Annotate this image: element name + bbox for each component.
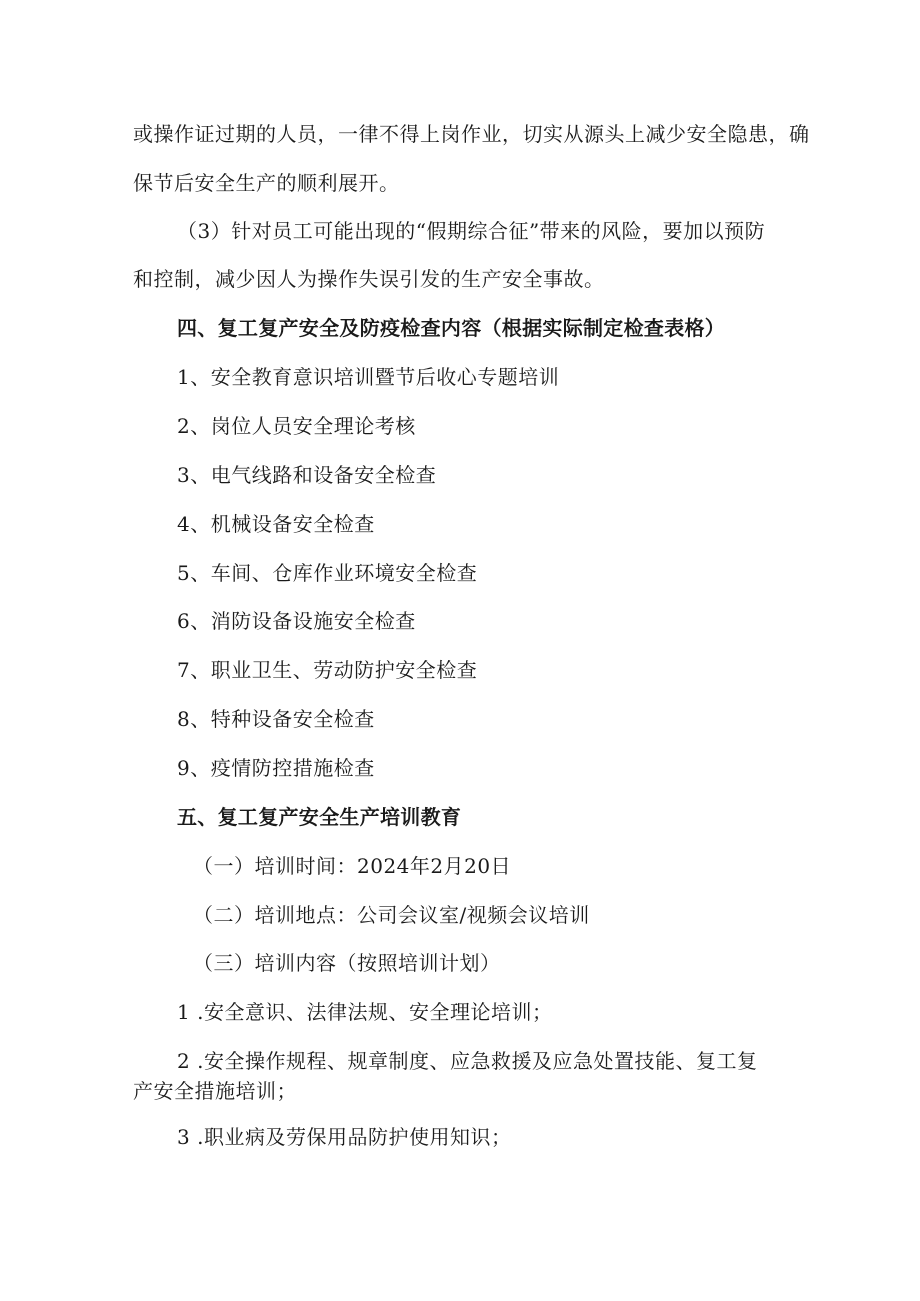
training-item-continuation: 产安全措施培训； <box>133 1079 297 1103</box>
paragraph-line: 或操作证过期的人员，一律不得上岗作业，切实从源头上减少安全隐患，确 <box>133 122 810 146</box>
training-place: （二）培训地点：公司会议室/视频会议培训 <box>193 903 590 927</box>
checklist-item: 4、机械设备安全检查 <box>177 512 375 536</box>
training-item: 2 .安全操作规程、规章制度、应急救援及应急处置技能、复工复 <box>177 1049 758 1073</box>
checklist-item: 7、职业卫生、劳动防护安全检查 <box>177 658 478 682</box>
checklist-item: 8、特种设备安全检查 <box>177 707 375 731</box>
checklist-item: 5、车间、仓库作业环境安全检查 <box>177 561 478 585</box>
checklist-item: 6、消防设备设施安全检查 <box>177 609 416 633</box>
training-content-title: （三）培训内容（按照培训计划） <box>193 951 501 975</box>
section-heading-4: 四、复工复产安全及防疫检查内容（根据实际制定检查表格） <box>177 316 726 340</box>
training-time: （一）培训时间：2024年2月20日 <box>193 854 512 878</box>
paragraph-line: （3）针对员工可能出现的“假期综合征”带来的风险，要加以预防 <box>177 219 766 243</box>
paragraph-line: 保节后安全生产的顺利展开。 <box>133 171 400 195</box>
checklist-item: 3、电气线路和设备安全检查 <box>177 463 437 487</box>
checklist-item: 2、岗位人员安全理论考核 <box>177 414 416 438</box>
checklist-item: 9、疫情防控措施检查 <box>177 756 375 780</box>
training-item: 1 .安全意识、法律法规、安全理论培训； <box>177 1000 553 1024</box>
section-heading-5: 五、复工复产安全生产培训教育 <box>177 805 462 829</box>
paragraph-line: 和控制，减少因人为操作失误引发的生产安全事故。 <box>133 267 605 291</box>
training-item: 3 .职业病及劳保用品防护使用知识； <box>177 1125 512 1149</box>
checklist-item: 1、安全教育意识培训暨节后收心专题培训 <box>177 365 560 389</box>
